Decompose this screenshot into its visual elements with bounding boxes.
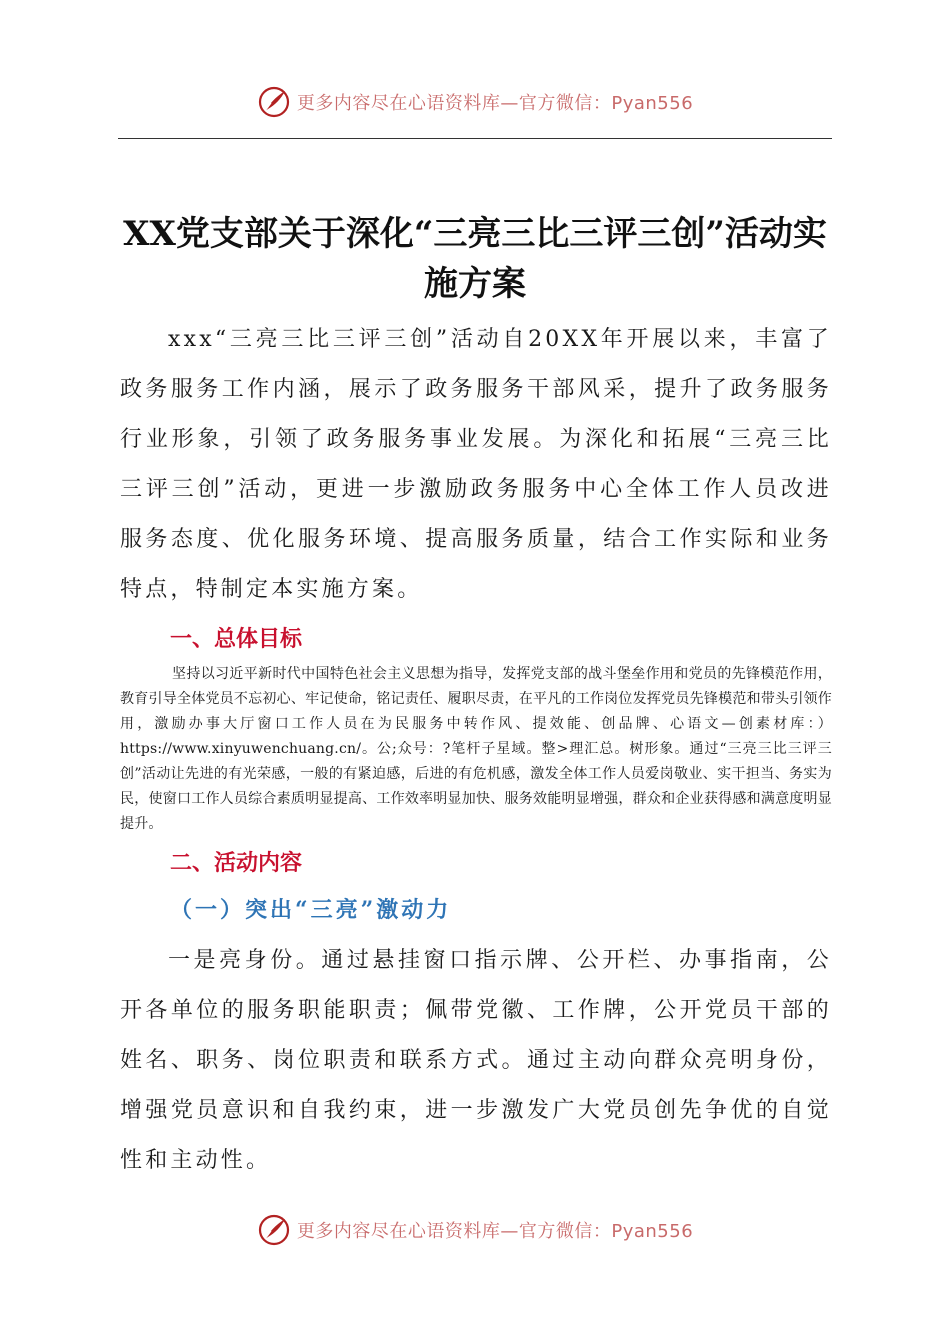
subsection-heading-three-shows: （一）突出“三亮”激动力 — [170, 897, 452, 923]
overall-goal-paragraph: 坚持以习近平新时代中国特色社会主义思想为指导，发挥党支部的战斗堡垒作用和党员的先锋模范作用，教育引导全体党员不忘初心、牢记使命，铭记责任、履职尽责，在平凡的工作岗位发挥党员先锋模范和带头引领作用，激励办事大厅窗口工作人员在为民服务中转作风、提效能、创品牌、心语文—创素材库：）https://www.xinyuwenchuang.cn/。公;众号：?笔杆子星域。整>理汇总。树形象。通过“三亮三比三评三创”活动让先进的有光荣感，一般的有紧迫感，后进的有危机感，激发全体工作人员爱岗敬业、实干担当、务实为民，使窗口工作人员综合素质明显提高、工作效率明显加快、服务效能明显增强，群众和企业获得感和满意度明显提升。 — [120, 666, 832, 832]
quill-logo-icon — [257, 1213, 291, 1247]
header-banner — [0, 82, 950, 122]
intro-paragraph: xxx“三亮三比三评三创”活动自20XX年开展以来，丰富了政务服务工作内涵，展示了政务服务干部风采，提升了政务服务行业形象，引领了政务服务事业发展。为深化和拓展“三亮三比三评三创”活动，更进一步激励政务服务中心全体工作人员改进服务态度、优化服务环境、提高服务质量，结合工作实际和业务特点，特制定本实施方案。 — [120, 327, 832, 602]
section-heading-activity-content: 二、活动内容 — [170, 851, 303, 876]
header-divider — [118, 138, 832, 139]
show-identity-paragraph: 一是亮身份。通过悬挂窗口指示牌、公开栏、办事指南，公开各单位的服务职能职责；佩带党徽、工作牌，公开党员干部的姓名、职务、岗位职责和联系方式。通过主动向群众亮明身份，增强党员意识和自我约束，进一步激发广大党员创先争优的自觉性和主动性。 — [120, 948, 832, 1173]
footer-banner — [0, 1210, 950, 1250]
section-heading-overall-goal: 一、总体目标 — [170, 627, 303, 652]
quill-logo-icon — [257, 85, 291, 119]
banner-text: 更多内容尽在心语资料库—官方微信：Pyan556 — [296, 93, 694, 114]
banner-text: 更多内容尽在心语资料库—官方微信：Pyan556 — [296, 1221, 694, 1242]
document-title: XX党支部关于深化“三亮三比三评三创”活动实施方案 — [123, 213, 827, 304]
